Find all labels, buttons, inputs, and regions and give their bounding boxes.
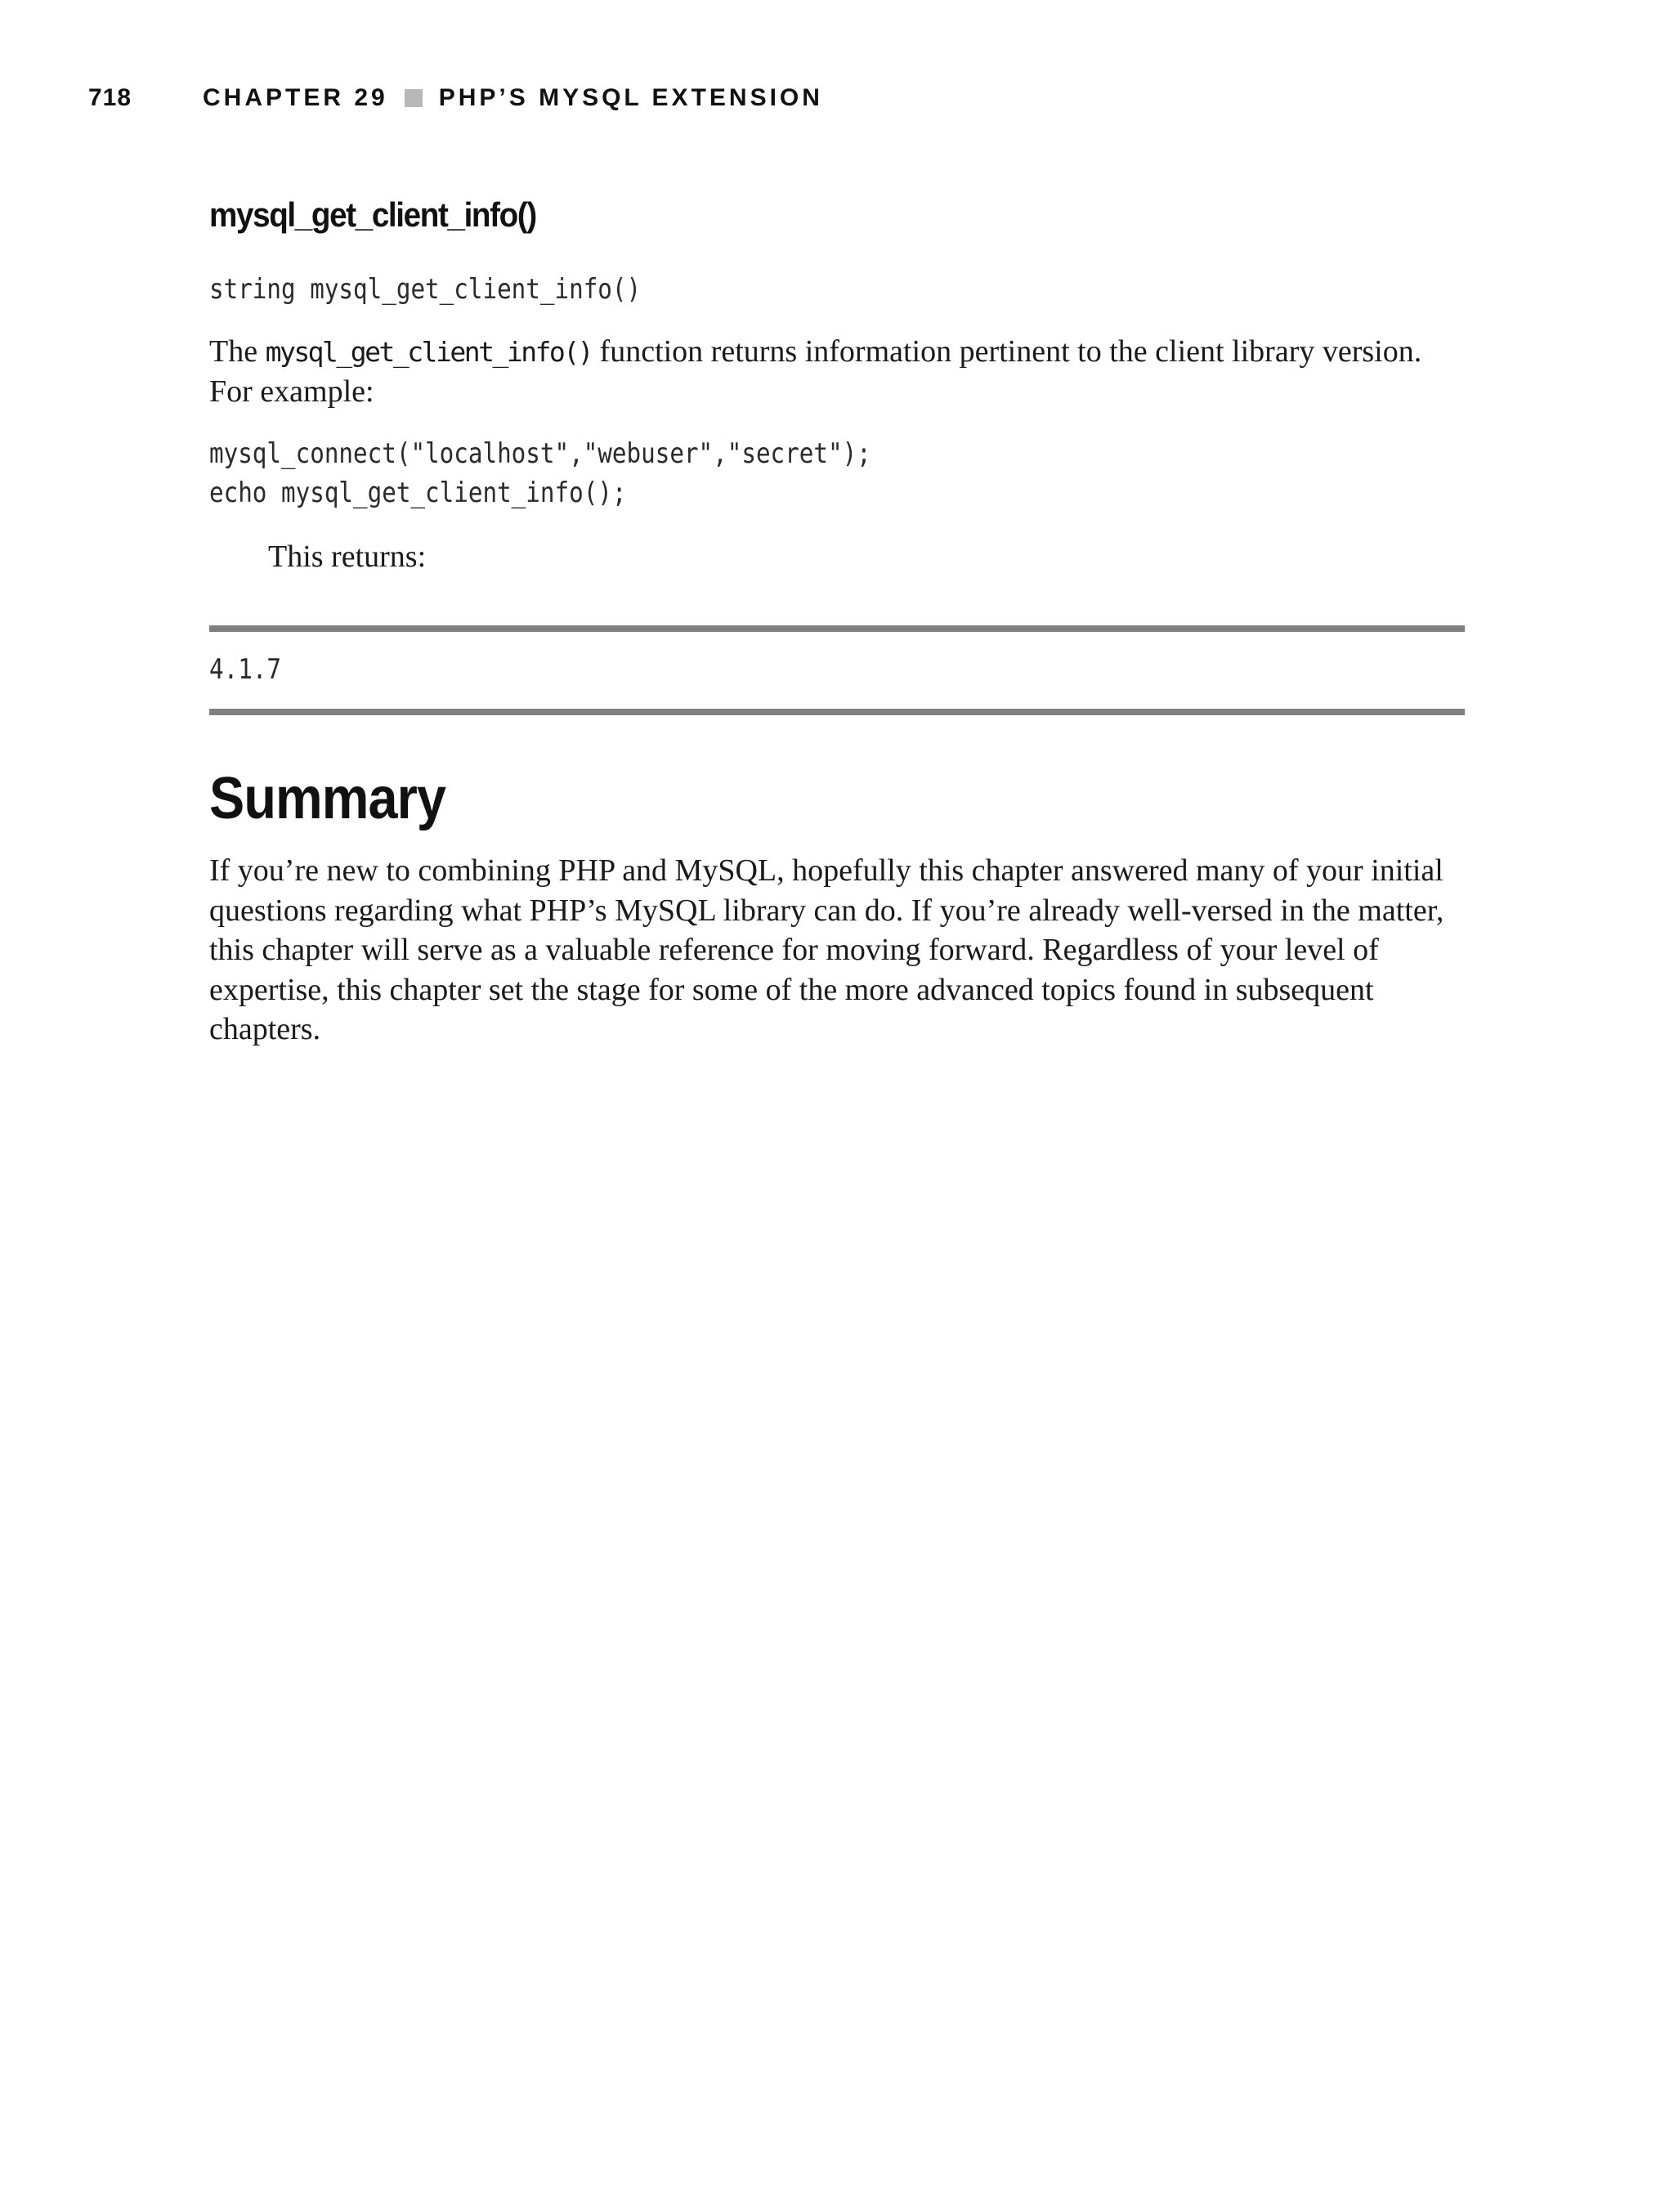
example-code-block: mysql_connect("localhost","webuser","secret"); echo mysql_get_client_info(); [209, 437, 871, 509]
output-box [209, 625, 1465, 715]
square-separator-icon [405, 89, 423, 107]
page-number: 718 [88, 84, 132, 111]
running-header [88, 82, 823, 114]
description-suffix: function returns information pertinent to the client library version. For example: [209, 334, 1422, 409]
chapter-label: CHAPTER 29 [203, 84, 388, 111]
description-prefix: The [209, 334, 266, 369]
chapter-title: PHP’S MYSQL EXTENSION [438, 84, 823, 111]
function-signature: string mysql_get_client_info() [209, 273, 642, 306]
summary-heading: Summary [209, 766, 446, 831]
function-description [209, 332, 1465, 411]
summary-paragraph: If you’re new to combining PHP and MySQL, hopefully this chapter answered many of your initial questions regarding what PHP’s MySQL library can do. If you’re already well-versed in the matter, this chapter will serve as a valuable reference for moving forward. Regardless of your level of expertise, this chapter set the stage for some of the more advanced topics found in subsequent chapters. [209, 853, 1444, 1046]
output-value: 4.1.7 [209, 653, 282, 686]
function-heading: mysql_get_client_info() [209, 195, 536, 234]
description-inline-code: mysql_get_client_info() [265, 336, 593, 368]
page-content [209, 193, 1465, 1050]
returns-label: This returns: [268, 540, 427, 574]
